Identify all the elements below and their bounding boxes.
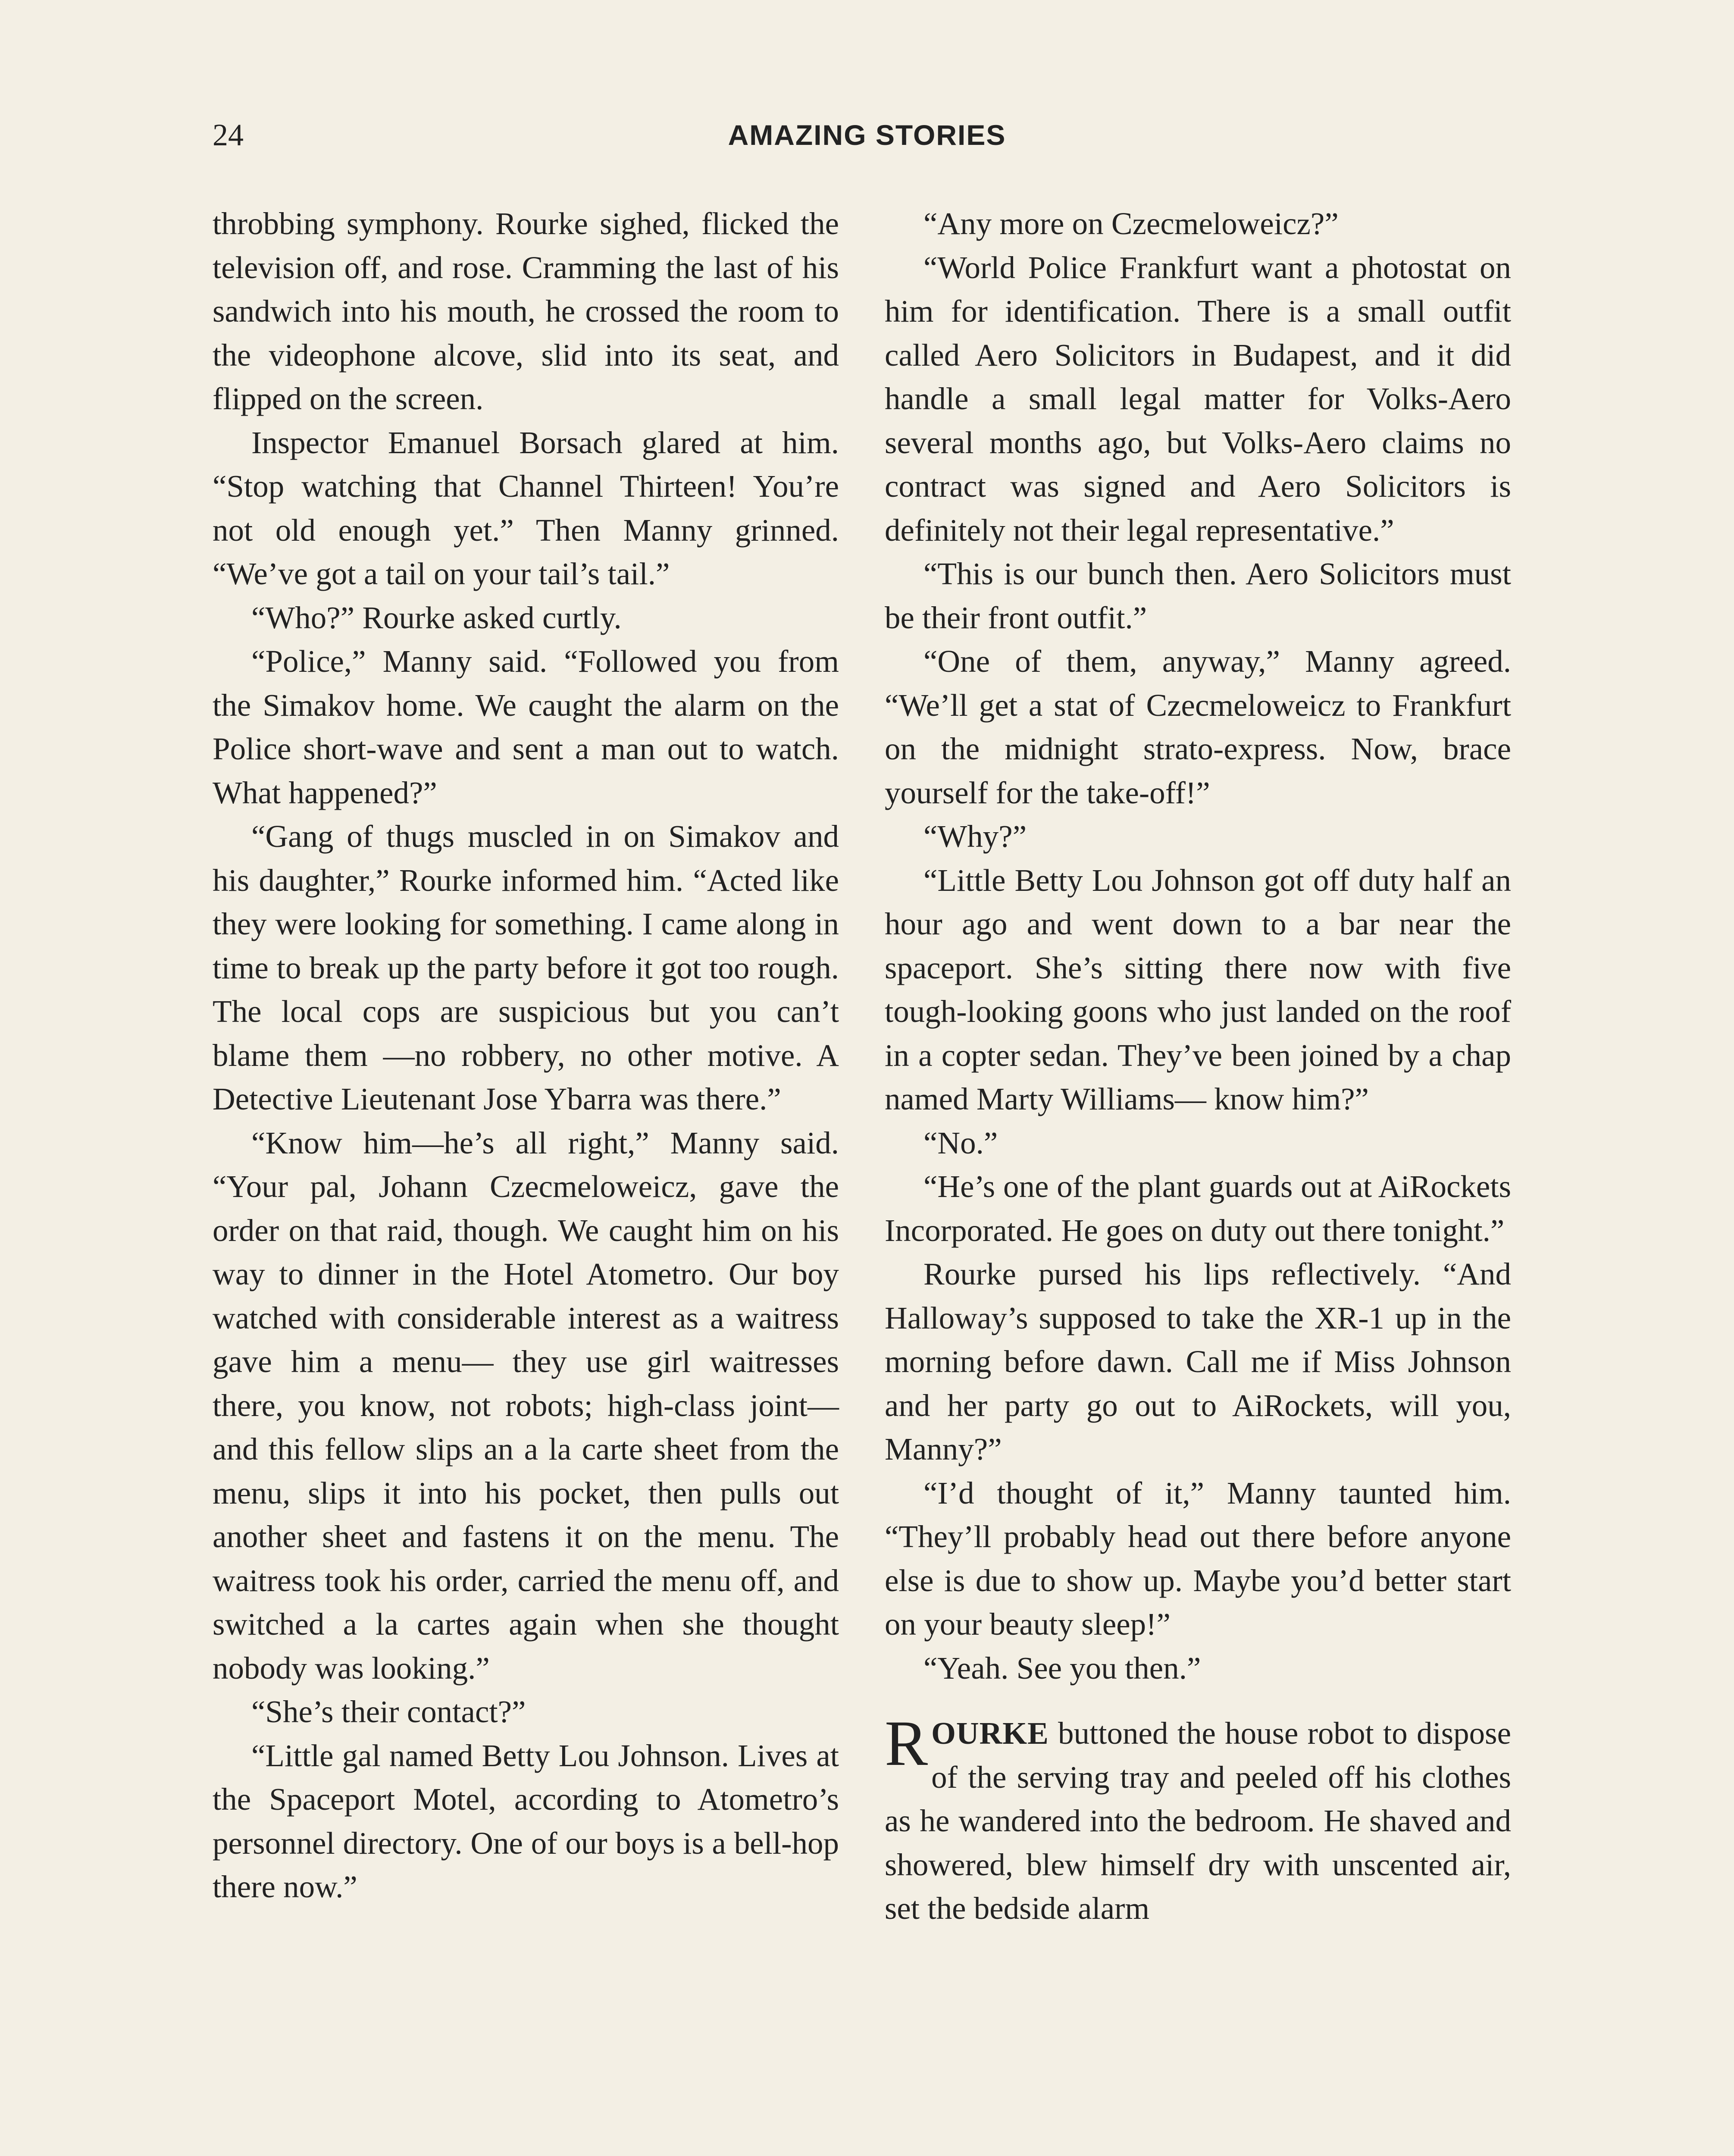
section-opening-paragraph [885,1708,1511,1930]
paragraph: “He’s one of the plant guards out at AiRockets Incorporated. He goes on duty out there tonight.” [885,1169,1511,1248]
paragraph: “Police,” Manny said. “Followed you from the Simakov home. We caught the alarm on the Police short-wave and sent a man out to watch. What happened?” [213,644,839,810]
left-column [213,202,839,1909]
page-number: 24 [213,118,244,152]
drop-cap: R [885,1708,928,1779]
paragraph: “I’d thought of it,” Manny taunted him. “They’ll probably head out there before anyone else is due to show up. Maybe you’d better start on your beauty sleep!” [885,1475,1511,1642]
paragraph: “Little gal named Betty Lou Johnson. Lives at the Spaceport Motel, according to Atometro’s personnel directory. One of our boys is a bell-hop there now.” [213,1738,839,1904]
paragraph: “Little Betty Lou Johnson got off duty half an hour ago and went down to a bar near the spaceport. She’s sitting there now with five tough-looking goons who just landed on the roof in a copter sedan. They’ve been joined by a chap named Marty Williams— know him?” [885,862,1511,1116]
paragraph: “Gang of thugs muscled in on Simakov and his daughter,” Rourke informed him. “Acted like they were looking for something. I came along in time to break up the party before it got too rough. The local cops are suspicious but you can’t blame them —no robbery, no other motive. A Detective Lieutenant Jose Ybarra was there.” [213,819,839,1116]
paragraph: “Know him—he’s all right,” Manny said. “Your pal, Johann Czecmeloweicz, gave the order on that raid, though. We caught him on his way to dinner in the Hotel Atometro. Our boy watched with considerable interest as a waitress gave him a menu— they use girl waitresses there, you know, not robots; high-class joint— and this fellow slips an a la carte sheet from the menu, slips it into his pocket, then pulls out another sheet and fastens it on the menu. The waitress took his order, carried the menu off, and switched a la cartes again when she thought nobody was looking.” [213,1125,839,1686]
paragraph: “World Police Frankfurt want a photostat on him for identification. There is a small outfit called Aero Solicitors in Budapest, and it did handle a small legal matter for Volks-Aero several months ago, but Volks-Aero claims no contract was signed and Aero Solicitors is definitely not their legal representative.” [885,250,1511,548]
paragraph: “This is our bunch then. Aero Solicitors must be their front outfit.” [885,556,1511,635]
paragraph: “One of them, anyway,” Manny agreed. “We’ll get a stat of Czecmeloweicz to Frankfurt on the midnight strato-express. Now, brace yourself for the take-off!” [885,644,1511,810]
paragraph: throbbing symphony. Rourke sighed, flicked the television off, and rose. Cramming the last of his sandwich into his mouth, he crossed the room to the videophone alcove, slid into its seat, and flipped on the screen. [213,206,839,416]
paragraph: Inspector Emanuel Borsach glared at him. “Stop watching that Channel Thirteen! You’re not old enough yet.” Then Manny grinned. “We’ve got a tail on your tail’s tail.” [213,425,839,591]
running-head: AMAZING STORIES [728,119,1006,151]
paragraph-text: buttoned the house robot to dispose of the serving tray and peeled off his clothes as he wandered into the bedroom. He shaved and showered, blew himself dry with unscented air, set the bedside alarm [885,1716,1511,1926]
paragraph: “Any more on Czecmeloweicz?” [923,206,1339,241]
paragraph: Rourke pursed his lips reflectively. “And Halloway’s supposed to take the XR-1 up in the morning before dawn. Call me if Miss Johnson and her party go out to AiRockets, will you, Manny?” [885,1257,1511,1467]
paragraph: “No.” [923,1125,998,1160]
right-column [885,202,1511,1930]
paragraph: “Yeah. See you then.” [923,1650,1201,1686]
small-caps-word: OURKE [931,1716,1049,1751]
paragraph: “Why?” [923,819,1027,854]
paragraph: “She’s their contact?” [251,1694,526,1729]
paragraph: “Who?” Rourke asked curtly. [251,600,622,635]
section-break [885,1690,1511,1711]
